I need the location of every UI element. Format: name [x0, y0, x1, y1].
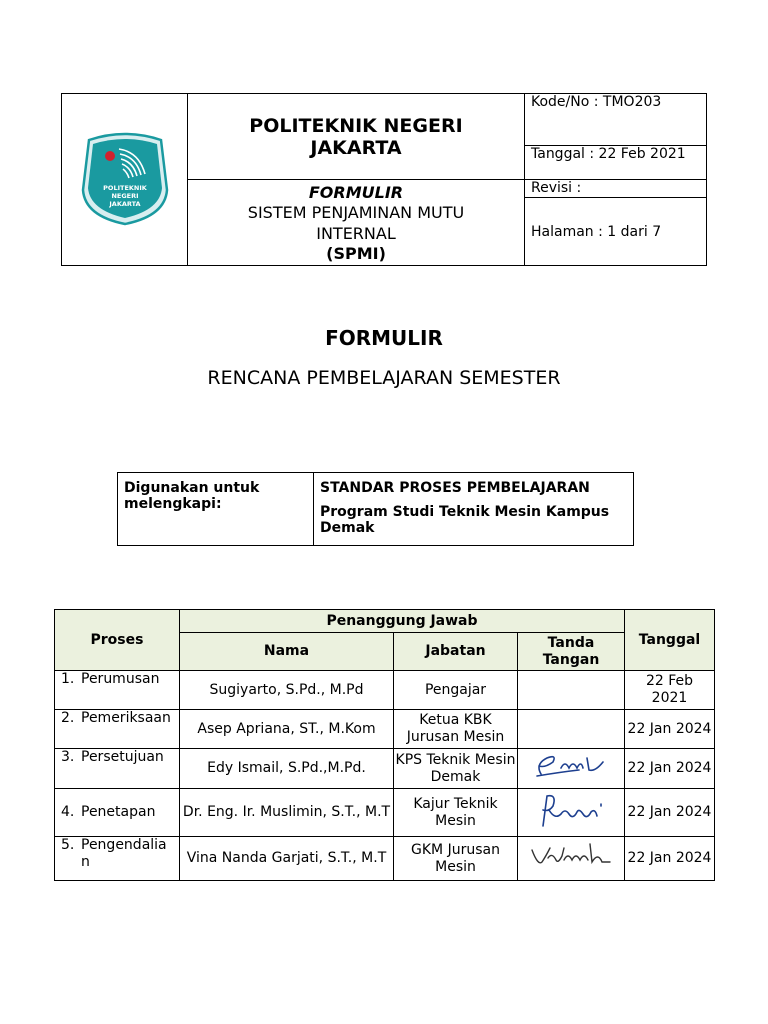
row-number: 2. — [61, 710, 75, 726]
usage-standard: STANDAR PROSES PEMBELAJARAN — [320, 480, 590, 496]
signature-cell — [518, 837, 625, 881]
signature-cell — [518, 789, 625, 837]
header-jabatan: Jabatan — [394, 633, 518, 671]
document-header — [61, 93, 707, 266]
header-tanda-tangan: Tanda Tangan — [518, 633, 625, 671]
jabatan-cell: Kajur Teknik Mesin — [394, 789, 518, 837]
logo-cell — [62, 94, 188, 266]
tanggal-cell: 22 Jan 2024 — [625, 749, 715, 789]
tanggal-cell: 22 Jan 2024 — [625, 710, 715, 749]
proses-cell — [55, 671, 180, 710]
logo-text-2: NEGERI — [110, 191, 139, 200]
document-subtitle: RENCANA PEMBELAJARAN SEMESTER — [207, 367, 561, 389]
jabatan-cell: GKM Jurusan Mesin — [394, 837, 518, 881]
document-title: FORMULIR — [325, 326, 443, 350]
tanggal-text: Tanggal : 22 Feb 2021 — [531, 146, 686, 162]
row-number: 3. — [61, 749, 75, 765]
form-title-cell — [188, 180, 525, 266]
signature-image — [531, 790, 611, 830]
jabatan-cell: KPS Teknik Mesin Demak — [394, 749, 518, 789]
tanggal-cell: 22 Feb 2021 — [625, 671, 715, 710]
header-nama: Nama — [180, 633, 394, 671]
nama-cell: Vina Nanda Garjati, S.T., M.T — [180, 837, 394, 881]
kode-cell — [525, 94, 707, 146]
institution-logo — [79, 130, 171, 226]
header-proses: Proses — [55, 610, 180, 671]
header-penanggung-jawab: Penanggung Jawab — [180, 610, 625, 633]
row-number: 5. — [61, 837, 75, 853]
usage-program: Program Studi Teknik Mesin Kampus Demak — [320, 504, 610, 536]
signature-image — [528, 840, 614, 872]
halaman-cell — [525, 198, 707, 266]
proses-text: Persetujuan — [81, 749, 164, 765]
institution-name: POLITEKNIK NEGERI JAKARTA — [249, 114, 463, 159]
proses-cell — [55, 837, 180, 881]
revisi-cell — [525, 180, 707, 198]
responsibility-table — [54, 609, 715, 881]
usage-content — [314, 473, 634, 546]
nama-cell: Dr. Eng. Ir. Muslimin, S.T., M.T — [180, 789, 394, 837]
signature-cell — [518, 710, 625, 749]
form-label: FORMULIR — [308, 182, 404, 202]
signature-cell — [518, 749, 625, 789]
proses-cell — [55, 749, 180, 789]
tanggal-cell: 22 Jan 2024 — [625, 789, 715, 837]
signature-image — [531, 750, 611, 782]
tanggal-cell — [525, 146, 707, 180]
table-row — [55, 749, 715, 789]
header-tanggal: Tanggal — [625, 610, 715, 671]
signature-cell — [518, 671, 625, 710]
usage-box — [117, 472, 634, 546]
halaman-text: Halaman : 1 dari 7 — [531, 223, 662, 240]
row-number: 1. — [61, 671, 75, 687]
logo-text-1: POLITEKNIK — [102, 183, 147, 192]
kode-text: Kode/No : TMO203 — [531, 94, 662, 110]
nama-cell: Edy Ismail, S.Pd.,M.Pd. — [180, 749, 394, 789]
tanggal-cell: 22 Jan 2024 — [625, 837, 715, 881]
row-number: 4. — [61, 804, 75, 820]
table-row — [55, 671, 715, 710]
table-row — [55, 710, 715, 749]
proses-text: Penetapan — [81, 804, 156, 820]
revisi-text: Revisi : — [531, 180, 582, 196]
proses-cell — [55, 789, 180, 837]
nama-cell: Asep Apriana, ST., M.Kom — [180, 710, 394, 749]
system-abbr: (SPMI) — [326, 243, 386, 263]
table-row — [55, 837, 715, 881]
usage-label: Digunakan untuk melengkapi: — [118, 473, 314, 546]
proses-text: Pemeriksaan — [81, 710, 171, 726]
proses-text: Perumusan — [81, 671, 160, 687]
jabatan-cell: Pengajar — [394, 671, 518, 710]
logo-text-3: JAKARTA — [108, 199, 141, 208]
system-name: SISTEM PENJAMINAN MUTU INTERNAL — [247, 202, 465, 243]
table-row — [55, 789, 715, 837]
proses-cell — [55, 710, 180, 749]
institution-cell — [188, 94, 525, 180]
nama-cell: Sugiyarto, S.Pd., M.Pd — [180, 671, 394, 710]
proses-text: Pengendalian — [81, 837, 167, 870]
jabatan-cell: Ketua KBK Jurusan Mesin — [394, 710, 518, 749]
